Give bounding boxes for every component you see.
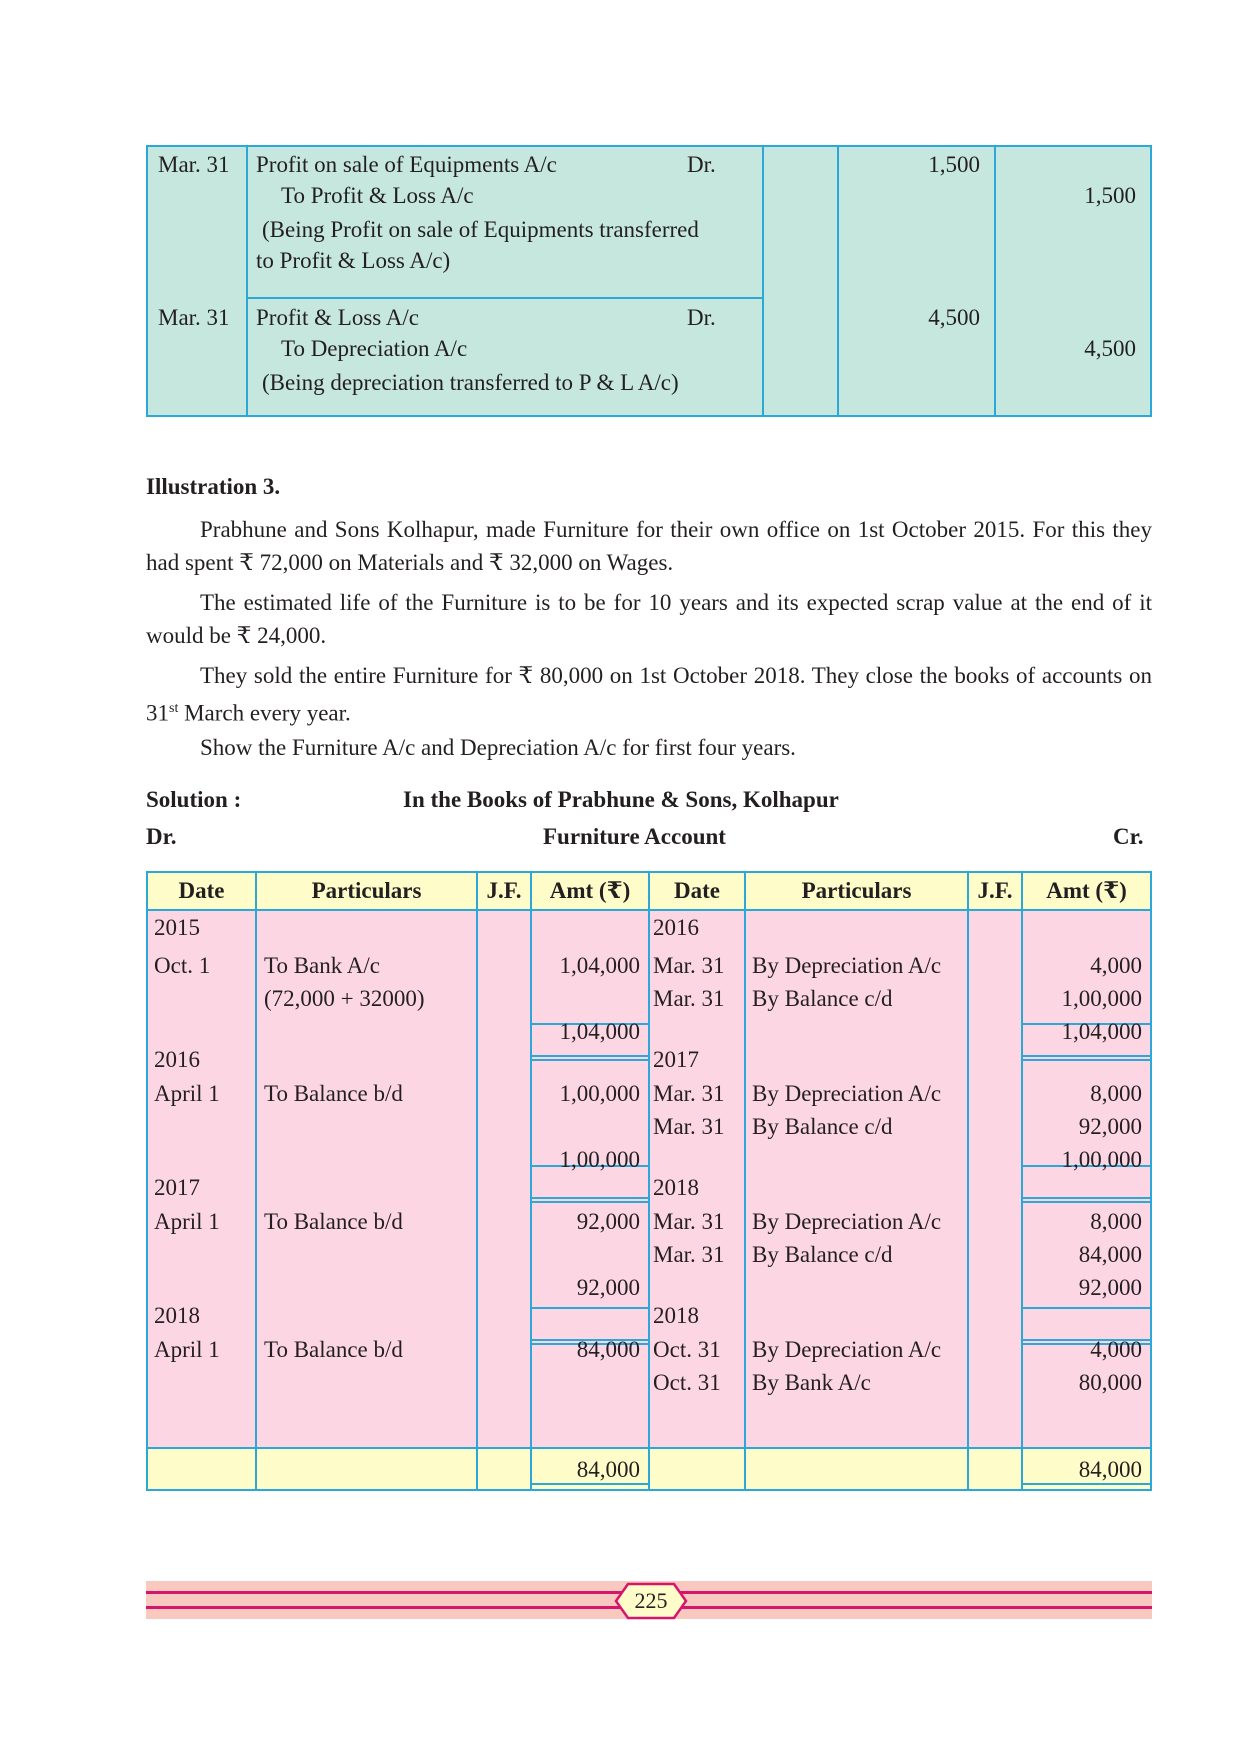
- journal-narration: to Profit & Loss A/c): [256, 248, 451, 273]
- ledger-amount: 80,000: [1078, 1370, 1142, 1395]
- header-amount: Amt (₹): [549, 878, 631, 903]
- journal-table: [146, 145, 1152, 417]
- ledger-col-divider: [744, 873, 746, 1489]
- ledger-amount: 1,00,000: [1061, 1147, 1142, 1172]
- ledger-amount: 92,000: [1078, 1114, 1142, 1139]
- header-particulars: Particulars: [801, 878, 912, 903]
- ledger-col-divider: [648, 873, 650, 1489]
- paragraph-text: The estimated life of the Furniture is to be for 10 years and its expected scrap value at the end of it would be ₹ 24,000.: [146, 590, 1152, 648]
- journal-date: Mar. 31: [158, 305, 230, 330]
- ledger-col-divider: [967, 873, 969, 1489]
- ledger-amount: 8,000: [1090, 1081, 1142, 1106]
- ledger-amount: 4,000: [1090, 1337, 1142, 1362]
- ledger-date: Mar. 31: [653, 1081, 725, 1106]
- journal-credit-amount: 4,500: [1084, 336, 1136, 361]
- paragraph: [146, 513, 1152, 579]
- ledger-particulars: By Depreciation A/c: [752, 1209, 942, 1234]
- header-date: Date: [178, 878, 225, 903]
- paragraph: [146, 731, 1152, 764]
- paragraph-text: They sold the entire Furniture for ₹ 80,000 on 1st October 2018. They close the books of accounts on 31: [146, 663, 1152, 726]
- ledger-date: April 1: [154, 1337, 220, 1362]
- journal-col-divider: [762, 147, 764, 415]
- ledger-date: Oct. 31: [653, 1370, 721, 1395]
- ledger-particulars: By Depreciation A/c: [752, 1081, 942, 1106]
- journal-debit-line: Profit on sale of Equipments A/c: [256, 152, 557, 177]
- ledger-amount: 92,000: [1078, 1275, 1142, 1300]
- ledger-particulars: (72,000 + 32000): [264, 986, 425, 1011]
- ledger-date: Mar. 31: [653, 1242, 725, 1267]
- header-jf: J.F.: [977, 878, 1013, 903]
- ledger-particulars: By Depreciation A/c: [752, 1337, 942, 1362]
- journal-entry-divider: [248, 297, 762, 299]
- header-jf: J.F.: [486, 878, 522, 903]
- ledger-amount: 92,000: [576, 1209, 640, 1234]
- ledger-particulars: By Balance c/d: [752, 986, 893, 1011]
- page-number: 225: [634, 1588, 668, 1613]
- ledger-particulars: By Balance c/d: [752, 1114, 893, 1139]
- journal-narration: (Being Profit on sale of Equipments transferred: [262, 217, 699, 242]
- ledger-amount: 1,00,000: [559, 1081, 640, 1106]
- dr-label: Dr.: [146, 824, 177, 849]
- ledger-amount: 4,000: [1090, 953, 1142, 978]
- subtotal-line: [532, 1201, 648, 1203]
- solution-label: Solution :: [146, 787, 242, 812]
- ledger-date: 2016: [154, 1047, 200, 1072]
- ledger-date: 2018: [653, 1303, 699, 1328]
- ledger-date: Mar. 31: [653, 1114, 725, 1139]
- ledger-col-divider: [255, 873, 257, 1489]
- ledger-amount: 84,000: [1078, 1242, 1142, 1267]
- journal-dr: Dr.: [687, 152, 716, 177]
- ledger-date: Mar. 31: [653, 1209, 725, 1234]
- journal-credit-amount: 1,500: [1084, 183, 1136, 208]
- ledger-date: 2018: [653, 1175, 699, 1200]
- subtotal-line: [1023, 1197, 1150, 1199]
- journal-col-divider: [837, 147, 839, 415]
- books-title: In the Books of Prabhune & Sons, Kolhapur: [403, 787, 839, 812]
- ledger-particulars: By Bank A/c: [752, 1370, 871, 1395]
- journal-credit-line: To Depreciation A/c: [281, 336, 468, 361]
- ledger-date: 2018: [154, 1303, 200, 1328]
- ledger-date: Mar. 31: [653, 953, 725, 978]
- subtotal-line: [1023, 1059, 1150, 1061]
- account-title: Furniture Account: [543, 824, 726, 849]
- ledger-particulars: By Balance c/d: [752, 1242, 893, 1267]
- journal-narration: (Being depreciation transferred to P & L A/c): [262, 370, 679, 395]
- ledger-particulars: To Balance b/d: [264, 1081, 403, 1106]
- ledger-amount: 1,04,000: [559, 1019, 640, 1044]
- ledger-amount: 92,000: [576, 1275, 640, 1300]
- journal-credit-line: To Profit & Loss A/c: [281, 183, 474, 208]
- journal-date: Mar. 31: [158, 152, 230, 177]
- ledger-date: Oct. 1: [154, 953, 211, 978]
- furniture-account-table: [146, 871, 1152, 1491]
- header-amount: Amt (₹): [1046, 878, 1127, 903]
- journal-dr: Dr.: [687, 305, 716, 330]
- subtotal-line: [532, 1307, 648, 1309]
- cr-label: Cr.: [1113, 824, 1144, 849]
- paragraph-text: Prabhune and Sons Kolhapur, made Furniture for their own office on 1st October 2015. For this they had spent ₹ 72,000 on Materials and ₹ 32,000 on Wages.: [146, 517, 1152, 575]
- ledger-date: 2016: [653, 915, 699, 940]
- ledger-amount: 1,00,000: [1061, 986, 1142, 1011]
- ledger-amount: 1,04,000: [1061, 1019, 1142, 1044]
- subtotal-line: [532, 1059, 648, 1061]
- illustration-heading: Illustration 3.: [146, 474, 281, 499]
- subtotal-line: [532, 1055, 648, 1057]
- subtotal-line: [532, 1197, 648, 1199]
- ledger-date: April 1: [154, 1209, 220, 1234]
- ledger-amount: 8,000: [1090, 1209, 1142, 1234]
- journal-col-divider: [246, 147, 248, 415]
- paragraph: [146, 659, 1152, 730]
- ledger-amount: 1,04,000: [559, 953, 640, 978]
- journal-debit-line: Profit & Loss A/c: [256, 305, 419, 330]
- ledger-col-divider: [476, 873, 478, 1489]
- ledger-date: 2017: [154, 1175, 200, 1200]
- ledger-particulars: By Depreciation A/c: [752, 953, 942, 978]
- ledger-date: April 1: [154, 1081, 220, 1106]
- ledger-amount: 84,000: [576, 1337, 640, 1362]
- ledger-particulars: To Balance b/d: [264, 1337, 403, 1362]
- ledger-date: Oct. 31: [653, 1337, 721, 1362]
- total-amount: 84,000: [1078, 1457, 1142, 1482]
- paragraph-text: Show the Furniture A/c and Depreciation A/c for first four years.: [200, 735, 796, 760]
- ledger-particulars: To Bank A/c: [264, 953, 380, 978]
- subtotal-line: [1023, 1055, 1150, 1057]
- ledger-date: 2017: [653, 1047, 699, 1072]
- subtotal-line: [1023, 1201, 1150, 1203]
- header-particulars: Particulars: [311, 878, 422, 903]
- ledger-date: Mar. 31: [653, 986, 725, 1011]
- ledger-particulars: To Balance b/d: [264, 1209, 403, 1234]
- superscript: st: [169, 701, 179, 716]
- paragraph: [146, 586, 1152, 652]
- ledger-date: 2015: [154, 915, 200, 940]
- header-date: Date: [674, 878, 720, 903]
- ledger-amount: 1,00,000: [559, 1147, 640, 1172]
- paragraph-text: March every year.: [178, 700, 351, 726]
- journal-debit-amount: 4,500: [928, 305, 980, 330]
- subtotal-line: [1023, 1307, 1150, 1309]
- journal-debit-amount: 1,500: [928, 152, 980, 177]
- total-amount: 84,000: [576, 1457, 640, 1482]
